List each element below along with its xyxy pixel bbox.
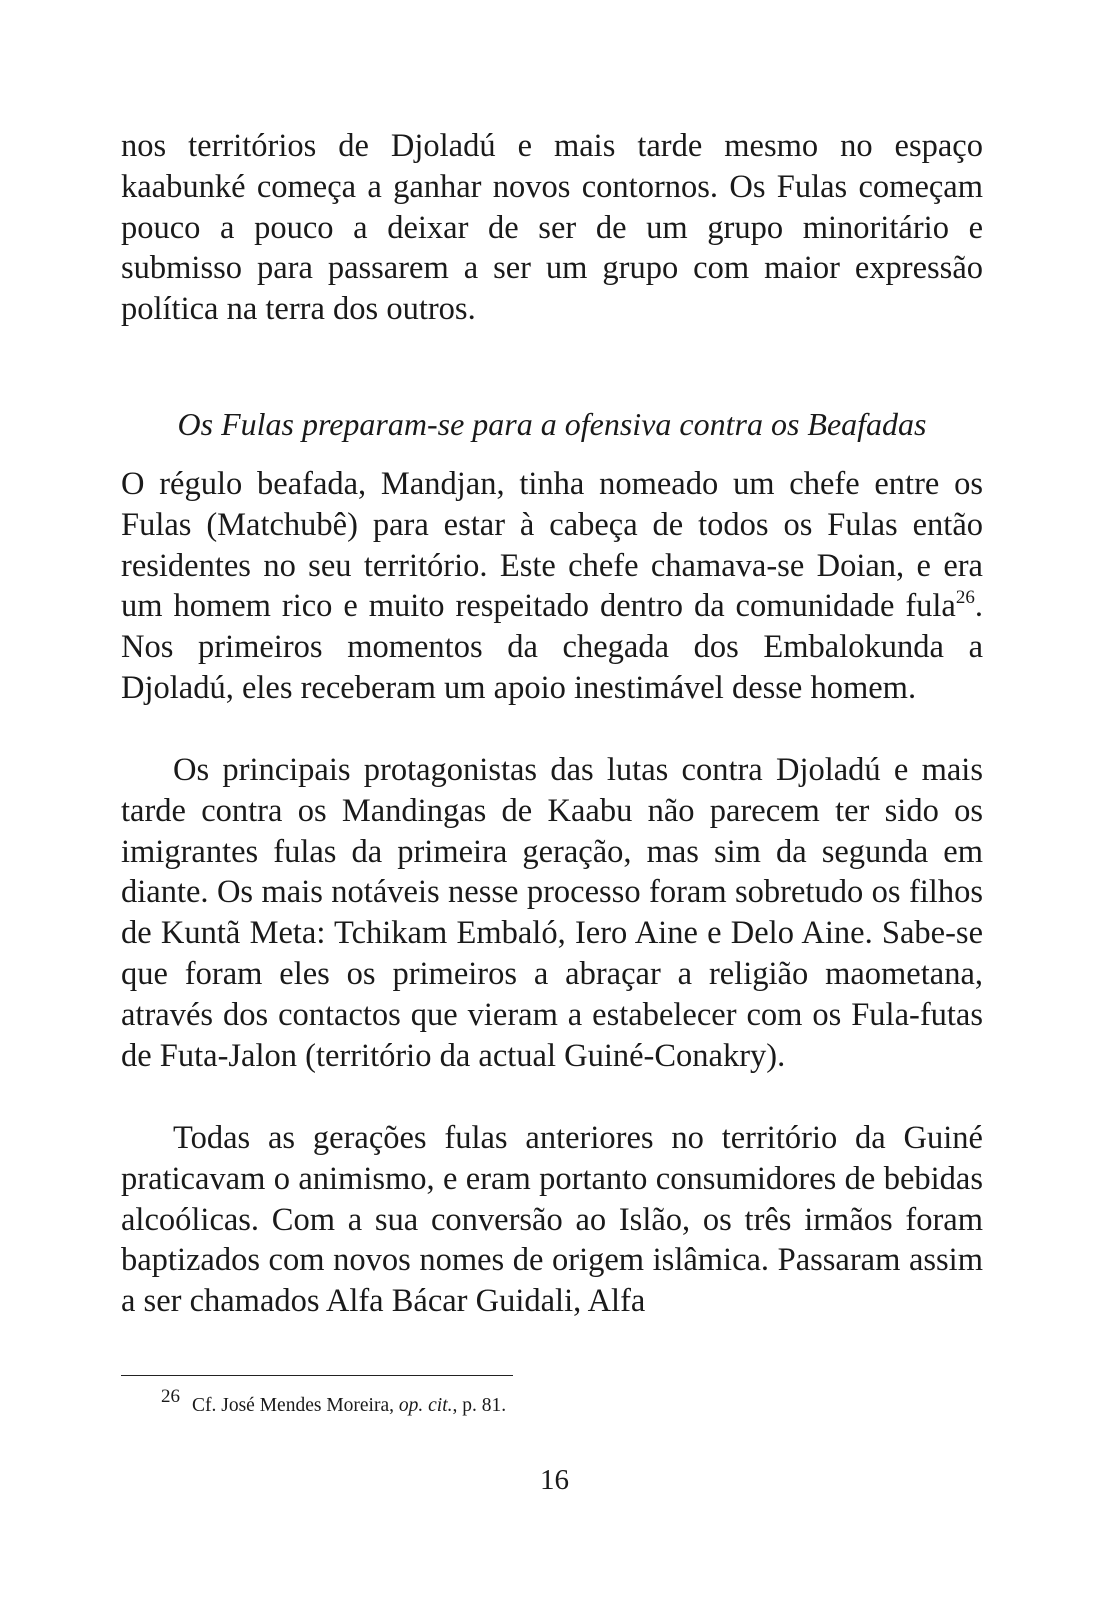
footnote: [161, 1386, 507, 1420]
paragraph-3: Todas as gerações fulas anteriores no território da Guiné praticavam o animismo, e eram portanto consumidores de bebidas alcoólicas. Com a sua conversão ao Islão, os três irmãos foram baptizados com novos nomes de origem islâmica. Passaram assim a ser chamados Alfa Bácar Guidali, Alfa: [121, 1120, 983, 1320]
footnote-number: 26: [161, 1386, 180, 1407]
footnote-text-before: Cf. José Mendes Moreira,: [192, 1395, 399, 1416]
paragraph-1-text-before: O régulo beafada, Mandjan, tinha nomeado um chefe entre os Fulas (Matchubê) para estar à cabeça de todos os Fulas então residentes no seu território. Este chefe chamava-se Doian, e era um homem rico e muito respeitado dentro da comunidade fula: [121, 466, 983, 625]
footnote-reference: 26: [955, 587, 975, 609]
paragraph-1: [121, 464, 983, 709]
intro-paragraph: nos territórios de Djoladú e mais tarde mesmo no espaço kaabunké começa a ganhar novos contornos. Os Fulas começam pouco a pouco a deixar de ser de um grupo minoritário e submisso para passarem a ser um grupo com maior expressão política na terra dos outros.: [121, 128, 983, 328]
paragraph-1-text-after: . Nos primeiros momentos da chegada dos Embalokunda a Djoladú, eles receberam um apoio inestimável desse homem.: [121, 588, 983, 706]
page-number: 16: [540, 1464, 569, 1496]
paragraph-2: Os principais protagonistas das lutas contra Djoladú e mais tarde contra os Mandingas de Kaabu não parecem ter sido os imigrantes fulas da primeira geração, mas sim da segunda em diante. Os mais notáveis nesse processo foram sobretudo os filhos de Kuntã Meta: Tchikam Embaló, Iero Aine e Delo Aine. Sabe-se que foram eles os primeiros a abraçar a religião maometana, através dos contactos que vieram a estabelecer com os Fula-futas de Futa-Jalon (território da actual Guiné-Conakry).: [121, 752, 983, 1074]
section-heading: Os Fulas preparam-se para a ofensiva contra os Beafadas: [177, 406, 927, 442]
footnote-text-italic: op. cit.: [398, 1395, 453, 1416]
footnote-text-after: , p. 81.: [452, 1395, 507, 1416]
footnote-divider: [121, 1375, 513, 1376]
